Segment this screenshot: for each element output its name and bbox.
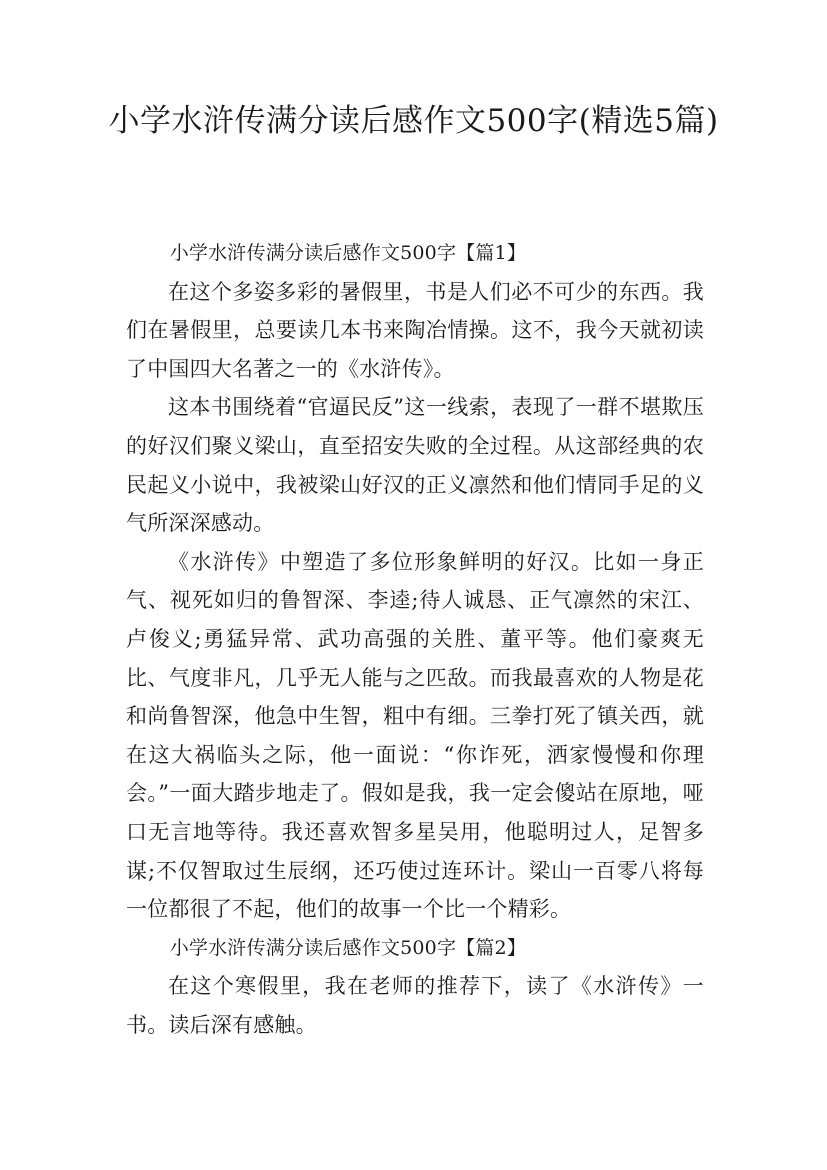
section-heading-2: 小学水浒传满分读后感作文500字【篇2】 xyxy=(169,936,527,959)
document-body xyxy=(126,234,704,1044)
paragraph: 这本书围绕着“官逼民反”这一线索，表现了一群不堪欺压的好汉们聚义梁山，直至招安失败的全过程。从这部经典的农民起义小说中，我被梁山好汉的正义凛然和他们情同手足的义气所深深感动。 xyxy=(126,395,704,536)
paragraph: 在这个寒假里，我在老师的推荐下，读了《水浒传》一书。读后深有感触。 xyxy=(126,974,704,1037)
paragraph: 《水浒传》中塑造了多位形象鲜明的好汉。比如一身正气、视死如归的鲁智深、李逵;待人诚恳、正气凛然的宋江、卢俊义;勇猛异常、武功高强的关胜、董平等。他们豪爽无比、气度非凡，几乎无人能与之匹敌。而我最喜欢的人物是花和尚鲁智深，他急中生智，粗中有细。三拳打死了镇关西，就在这大祸临头之际，他一面说：“你诈死，洒家慢慢和你理会。”一面大踏步地走了。假如是我，我一定会傻站在原地，哑口无言地等待。我还喜欢智多星吴用，他聪明过人，足智多谋;不仅智取过生辰纲，还巧使过连环计。梁山一百零八将每一位都很了不起，他们的故事一个比一个精彩。 xyxy=(126,549,704,922)
document-title: 小学水浒传满分读后感作文500字(精选5篇) xyxy=(108,103,719,139)
section-heading-1: 小学水浒传满分读后感作文500字【篇1】 xyxy=(169,242,527,264)
paragraph: 在这个多姿多彩的暑假里，书是人们必不可少的东西。我们在暑假里，总要读几本书来陶冶情操。这不，我今天就初读了中国四大名著之一的《水浒传》。 xyxy=(126,279,704,381)
